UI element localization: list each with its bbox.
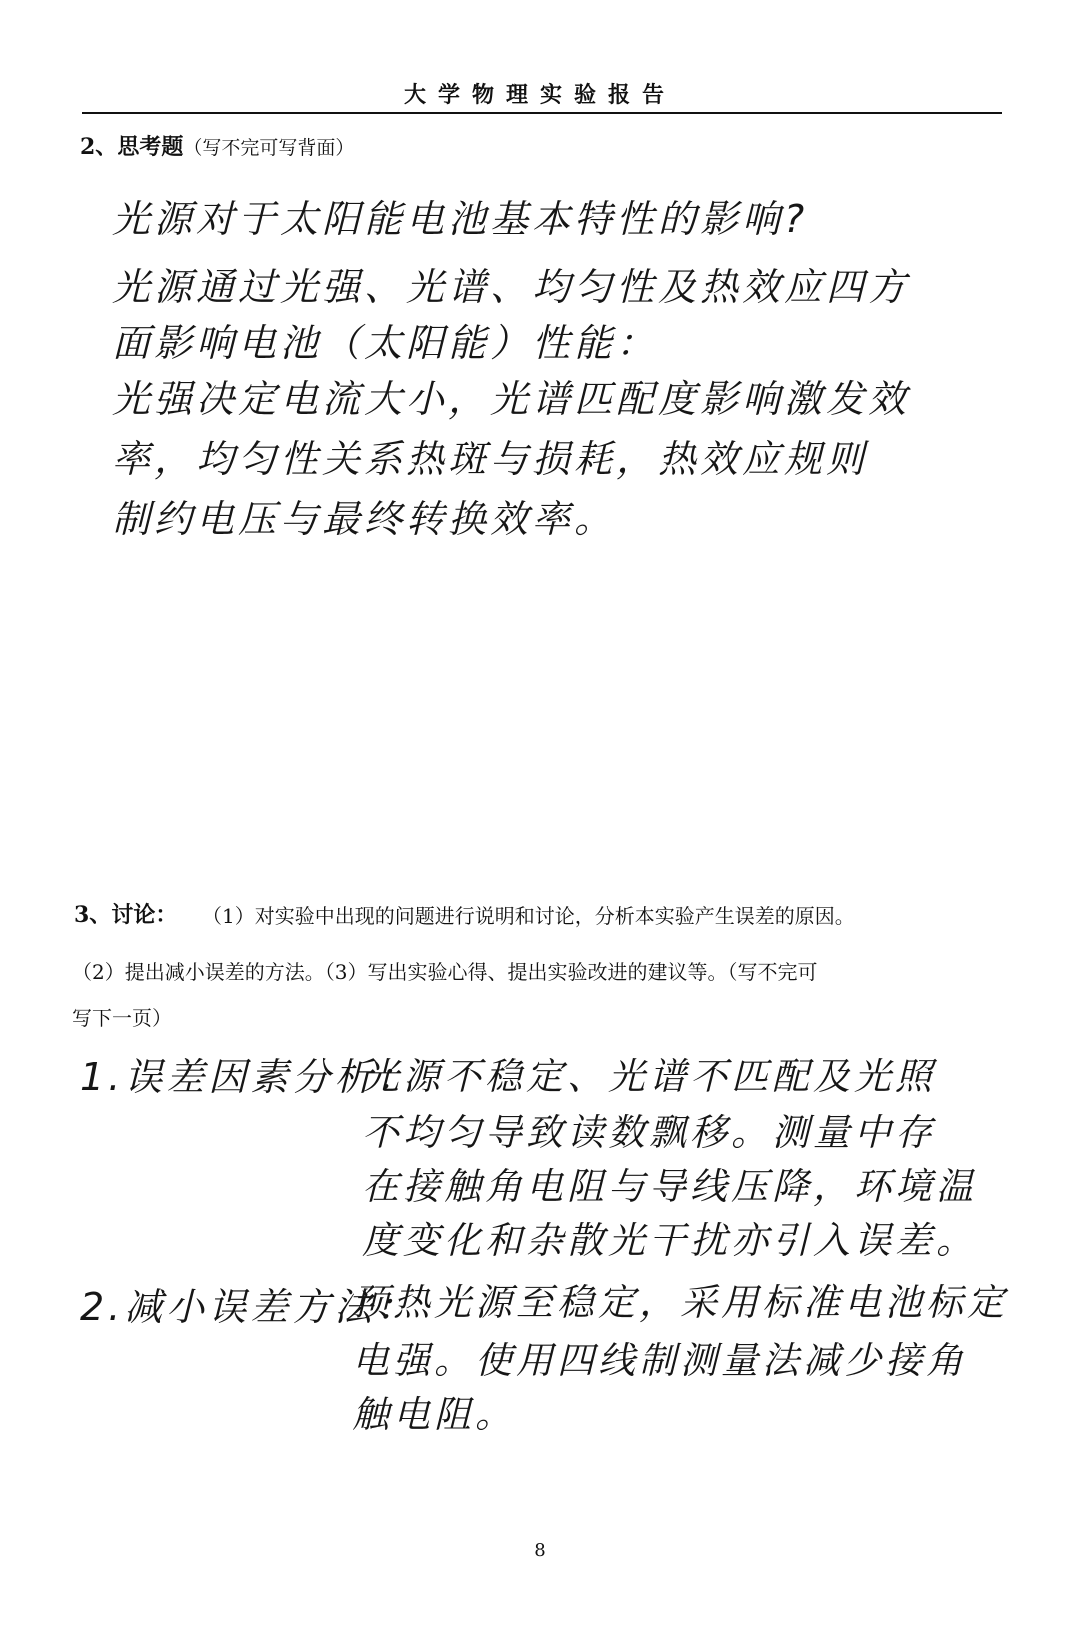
discussion-prompt: 写下一页） bbox=[72, 1006, 172, 1030]
error-analysis-line: 光源不稳定、光谱不匹配及光照 bbox=[362, 1055, 936, 1098]
error-analysis-line: 在接触角电阻与导线压降，环境温 bbox=[362, 1165, 977, 1208]
error-analysis-line: 度变化和杂散光干扰亦引入误差。 bbox=[362, 1219, 977, 1262]
section2-number: 2、 bbox=[80, 134, 118, 160]
error-reduction-line: 电强。使用四线制测量法减少接角 bbox=[352, 1339, 967, 1382]
section3-number: 3、 bbox=[74, 902, 112, 928]
answer-line: 制约电压与最终转换效率。 bbox=[112, 497, 617, 541]
section3-title: 讨论： bbox=[111, 902, 178, 928]
section2-note: （写不完可写背面） bbox=[183, 137, 355, 159]
error-reduction-label: 2.减小误差方法： bbox=[80, 1285, 419, 1329]
answer-line: 率，均匀性关系热斑与损耗，热效应规则 bbox=[112, 437, 869, 481]
section2-heading bbox=[80, 130, 354, 161]
discussion-prompt: （1）对实验中出现的问题进行说明和讨论，分析本实验产生误差的原因。 bbox=[202, 904, 855, 928]
answer-line: 光源对于太阳能电池基本特性的影响? bbox=[112, 197, 809, 241]
error-reduction-line: 预热光源至稳定，采用标准电池标定 bbox=[352, 1281, 1008, 1324]
section3-heading bbox=[74, 898, 177, 929]
page-number: 8 bbox=[534, 1540, 546, 1561]
error-reduction-line: 触电阻。 bbox=[352, 1393, 516, 1436]
page-header-title: 大学物理实验报告 bbox=[403, 82, 676, 108]
answer-line: 光强决定电流大小，光谱匹配度影响激发效 bbox=[112, 377, 911, 421]
header-rule bbox=[82, 112, 1002, 114]
error-analysis-line: 不均匀导致读数飘移。测量中存 bbox=[362, 1111, 936, 1154]
answer-line: 光源通过光强、光谱、均匀性及热效应四方 bbox=[112, 265, 911, 309]
answer-line: 面影响电池（太阳能）性能： bbox=[112, 321, 659, 365]
section2-title: 思考题 bbox=[117, 134, 184, 160]
discussion-prompt: （2）提出减小误差的方法。（3）写出实验心得、提出实验改进的建议等。（写不完可 bbox=[72, 960, 818, 984]
error-analysis-label: 1.误差因素分析： bbox=[80, 1055, 419, 1099]
